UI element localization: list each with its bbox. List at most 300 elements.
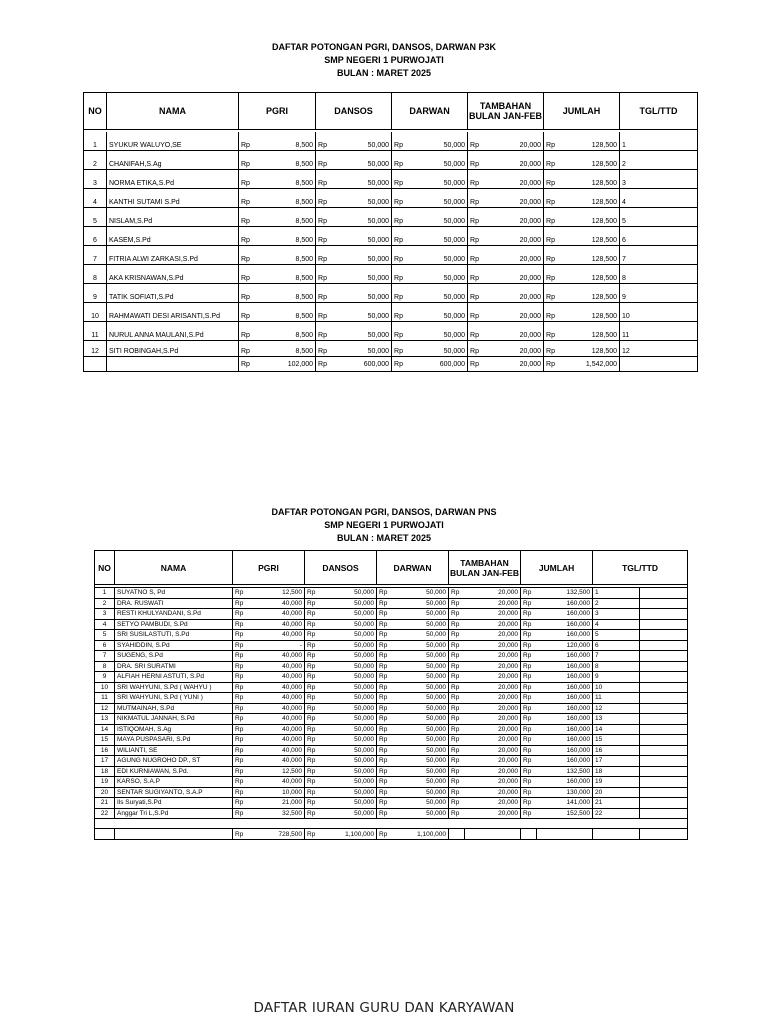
total-tambahan: 20,000	[488, 357, 544, 372]
row-tambahan-currency: Rp	[449, 598, 465, 609]
row-jumlah: 128,500	[564, 284, 620, 303]
row-darwan: 50,000	[393, 651, 449, 662]
row-dansos: 50,000	[321, 609, 377, 620]
row-dansos-currency: Rp	[316, 265, 336, 284]
table-row	[84, 170, 698, 189]
row-dansos: 50,000	[336, 341, 392, 357]
col-header-dansos: DANSOS	[305, 551, 377, 585]
row-no: 9	[95, 672, 115, 683]
row-darwan-currency: Rp	[377, 588, 393, 599]
row-jumlah-currency: Rp	[544, 189, 564, 208]
row-pgri-currency: Rp	[233, 630, 249, 641]
row-dansos: 50,000	[321, 682, 377, 693]
col-header-dansos: DANSOS	[316, 93, 392, 130]
row-tambahan: 20,000	[465, 745, 521, 756]
row-dansos-currency: Rp	[305, 598, 321, 609]
row-darwan: 50,000	[412, 132, 468, 151]
row-pgri: 8,500	[260, 265, 316, 284]
row-darwan: 50,000	[412, 341, 468, 357]
row-pgri: 8,500	[260, 227, 316, 246]
row-jumlah: 160,000	[537, 745, 593, 756]
row-tgl: 14	[593, 724, 640, 735]
row-pgri-currency: Rp	[233, 756, 249, 767]
total-dansos-currency: Rp	[305, 829, 321, 840]
row-pgri-currency: Rp	[233, 693, 249, 704]
row-ttd	[640, 598, 688, 609]
row-pgri-currency: Rp	[239, 341, 260, 357]
table-row	[84, 227, 698, 246]
col-header-tgl: TGL/TTD	[593, 551, 688, 585]
col-header-tambahan-line1: TAMBAHAN	[479, 101, 532, 111]
row-darwan: 50,000	[393, 703, 449, 714]
row-tgl: 5	[620, 208, 698, 227]
row-jumlah: 130,000	[537, 787, 593, 798]
table-row	[84, 151, 698, 170]
row-dansos: 50,000	[321, 787, 377, 798]
row-no: 2	[84, 151, 107, 170]
row-pgri: 8,500	[260, 284, 316, 303]
row-tambahan: 20,000	[488, 265, 544, 284]
row-no: 11	[84, 322, 107, 341]
row-pgri: 8,500	[260, 246, 316, 265]
row-no: 14	[95, 724, 115, 735]
row-tgl: 21	[593, 798, 640, 809]
row-jumlah: 132,500	[537, 766, 593, 777]
row-dansos: 50,000	[321, 735, 377, 746]
row-no: 22	[95, 808, 115, 819]
row-tambahan-currency: Rp	[449, 777, 465, 788]
row-dansos-currency: Rp	[316, 303, 336, 322]
row-jumlah: 128,500	[564, 227, 620, 246]
total-jumlah-cell	[521, 829, 537, 840]
row-dansos-currency: Rp	[305, 672, 321, 683]
total-darwan: 1,100,000	[393, 829, 449, 840]
total-darwan-currency: Rp	[392, 357, 412, 372]
row-darwan: 50,000	[393, 808, 449, 819]
row-tgl: 11	[620, 322, 698, 341]
total-jumlah-value-cell	[537, 829, 593, 840]
total-ttd-cell	[640, 829, 688, 840]
total-tgl-cell	[593, 829, 640, 840]
row-jumlah: 141,000	[537, 798, 593, 809]
row-jumlah: 160,000	[537, 777, 593, 788]
row-tgl: 6	[593, 640, 640, 651]
row-pgri-currency: Rp	[239, 265, 260, 284]
row-jumlah: 160,000	[537, 651, 593, 662]
row-nama: NORMA ETIKA,S.Pd	[107, 170, 239, 189]
section1-title-line: SMP NEGERI 1 PURWOJATI	[324, 55, 444, 65]
row-pgri-currency: Rp	[233, 808, 249, 819]
row-tambahan-currency: Rp	[468, 284, 488, 303]
row-tgl: 3	[620, 170, 698, 189]
row-nama: SUGENG, S.Pd	[115, 651, 233, 662]
row-nama: Ils Suryati,S.Pd	[115, 798, 233, 809]
row-tgl: 2	[620, 151, 698, 170]
row-dansos: 50,000	[321, 630, 377, 641]
row-tgl: 17	[593, 756, 640, 767]
table-row	[95, 619, 688, 630]
p3k-table-body	[84, 132, 698, 357]
row-tambahan: 20,000	[488, 303, 544, 322]
row-nama: NISLAM,S.Pd	[107, 208, 239, 227]
row-dansos-currency: Rp	[305, 777, 321, 788]
table-row	[84, 265, 698, 284]
row-tambahan: 20,000	[465, 672, 521, 683]
row-dansos: 50,000	[321, 724, 377, 735]
row-pgri: 8,500	[260, 170, 316, 189]
row-nama: NURUL ANNA MAULANI,S.Pd	[107, 322, 239, 341]
row-jumlah: 128,500	[564, 208, 620, 227]
row-darwan: 50,000	[393, 798, 449, 809]
row-dansos: 50,000	[321, 661, 377, 672]
row-tambahan-currency: Rp	[468, 208, 488, 227]
row-nama: SRI WAHYUNI, S.Pd ( WAHYU )	[115, 682, 233, 693]
row-nama: ALFIAH HERNI ASTUTI, S.Pd	[115, 672, 233, 683]
row-jumlah: 128,500	[564, 246, 620, 265]
table-row	[95, 630, 688, 641]
row-no: 17	[95, 756, 115, 767]
row-tambahan-currency: Rp	[449, 798, 465, 809]
col-header-nama: NAMA	[107, 93, 239, 130]
row-tambahan-currency: Rp	[449, 619, 465, 630]
row-dansos-currency: Rp	[305, 630, 321, 641]
row-tambahan: 20,000	[465, 724, 521, 735]
row-ttd	[640, 640, 688, 651]
row-tambahan-currency: Rp	[449, 651, 465, 662]
row-jumlah: 160,000	[537, 630, 593, 641]
row-dansos: 50,000	[321, 756, 377, 767]
row-darwan-currency: Rp	[392, 303, 412, 322]
row-dansos: 50,000	[336, 170, 392, 189]
row-pgri: 8,500	[260, 322, 316, 341]
row-ttd	[640, 735, 688, 746]
row-nama: EDI KURNIAWAN, S.Pd.	[115, 766, 233, 777]
table-row	[95, 798, 688, 809]
row-no: 7	[95, 651, 115, 662]
table-row	[84, 341, 698, 357]
row-no: 6	[95, 640, 115, 651]
row-pgri-currency: Rp	[233, 651, 249, 662]
row-dansos-currency: Rp	[305, 693, 321, 704]
row-dansos-currency: Rp	[305, 735, 321, 746]
row-dansos: 50,000	[336, 284, 392, 303]
row-pgri-currency: Rp	[233, 766, 249, 777]
row-nama: RAHMAWATI DESI ARISANTI,S.Pd	[107, 303, 239, 322]
row-darwan: 50,000	[412, 246, 468, 265]
row-pgri-currency: Rp	[233, 787, 249, 798]
col-header-tambahan-line2: BULAN JAN-FEB	[450, 567, 519, 578]
table-row	[95, 766, 688, 777]
col-header-no: NO	[95, 551, 115, 585]
row-dansos: 50,000	[321, 714, 377, 725]
row-jumlah-currency: Rp	[544, 170, 564, 189]
row-darwan: 50,000	[393, 724, 449, 735]
total-no-cell	[84, 357, 107, 372]
row-darwan-currency: Rp	[392, 227, 412, 246]
row-darwan: 50,000	[412, 208, 468, 227]
row-tgl: 9	[620, 284, 698, 303]
row-dansos-currency: Rp	[316, 227, 336, 246]
table-row	[95, 787, 688, 798]
row-pgri-currency: Rp	[239, 170, 260, 189]
row-pgri: 40,000	[249, 724, 305, 735]
table-row	[95, 651, 688, 662]
row-pgri-currency: Rp	[239, 227, 260, 246]
table-row	[84, 303, 698, 322]
row-darwan: 50,000	[412, 284, 468, 303]
row-tgl: 20	[593, 787, 640, 798]
total-tambahan-value-cell	[465, 829, 521, 840]
row-pgri: 40,000	[249, 693, 305, 704]
row-tambahan-currency: Rp	[449, 609, 465, 620]
row-darwan: 50,000	[393, 630, 449, 641]
row-tambahan: 20,000	[465, 619, 521, 630]
section2-title-line: BULAN : MARET 2025	[336, 533, 431, 543]
row-jumlah-currency: Rp	[521, 703, 537, 714]
row-jumlah-currency: Rp	[521, 745, 537, 756]
row-pgri-currency: Rp	[239, 151, 260, 170]
row-tambahan: 20,000	[465, 651, 521, 662]
row-nama: SYUKUR WALUYO,SE	[107, 132, 239, 151]
total-tambahan-currency: Rp	[468, 357, 488, 372]
row-jumlah-currency: Rp	[521, 756, 537, 767]
row-pgri-currency: Rp	[233, 714, 249, 725]
col-header-tgl: TGL/TTD	[620, 93, 698, 130]
row-jumlah-currency: Rp	[544, 208, 564, 227]
section1-title-line: DAFTAR POTONGAN PGRI, DANSOS, DARWAN P3K	[271, 42, 496, 52]
row-darwan-currency: Rp	[392, 284, 412, 303]
row-darwan: 50,000	[412, 170, 468, 189]
row-pgri: 8,500	[260, 132, 316, 151]
row-no: 12	[84, 341, 107, 357]
row-nama: KARSO, S.A.P	[115, 777, 233, 788]
row-tambahan-currency: Rp	[468, 303, 488, 322]
row-pgri: 12,500	[249, 588, 305, 599]
row-tgl: 3	[593, 609, 640, 620]
row-tambahan: 20,000	[465, 777, 521, 788]
row-pgri-currency: Rp	[233, 682, 249, 693]
row-tambahan: 20,000	[488, 151, 544, 170]
row-jumlah: 132,500	[537, 588, 593, 599]
row-tambahan: 20,000	[465, 598, 521, 609]
row-pgri-currency: Rp	[233, 588, 249, 599]
row-darwan: 50,000	[393, 588, 449, 599]
row-darwan-currency: Rp	[392, 151, 412, 170]
row-jumlah: 160,000	[537, 756, 593, 767]
row-jumlah: 160,000	[537, 703, 593, 714]
row-tambahan: 20,000	[465, 714, 521, 725]
row-no: 7	[84, 246, 107, 265]
row-tambahan: 20,000	[465, 640, 521, 651]
row-pgri: 40,000	[249, 682, 305, 693]
row-dansos: 50,000	[336, 227, 392, 246]
table-row	[95, 777, 688, 788]
row-jumlah-currency: Rp	[521, 766, 537, 777]
section1-title	[0, 41, 768, 80]
row-jumlah-currency: Rp	[521, 724, 537, 735]
row-tambahan-currency: Rp	[449, 661, 465, 672]
row-pgri-currency: Rp	[239, 189, 260, 208]
row-nama: SETYO PAMBUDI, S.Pd	[115, 619, 233, 630]
p3k-totals-row	[84, 357, 698, 372]
col-header-tambahan	[449, 551, 521, 585]
row-jumlah: 160,000	[537, 714, 593, 725]
row-dansos-currency: Rp	[305, 609, 321, 620]
row-darwan-currency: Rp	[392, 265, 412, 284]
row-pgri: 40,000	[249, 777, 305, 788]
row-dansos: 50,000	[321, 777, 377, 788]
row-jumlah-currency: Rp	[521, 619, 537, 630]
table-row	[95, 756, 688, 767]
row-no: 4	[84, 189, 107, 208]
row-tgl: 8	[593, 661, 640, 672]
row-no: 2	[95, 598, 115, 609]
row-dansos: 50,000	[336, 208, 392, 227]
row-nama: SENTAR SUGIYANTO, S.A.P	[115, 787, 233, 798]
row-nama: KANTHI SUTAMI S.Pd	[107, 189, 239, 208]
row-darwan: 50,000	[393, 682, 449, 693]
row-darwan-currency: Rp	[377, 714, 393, 725]
row-jumlah-currency: Rp	[544, 132, 564, 151]
row-nama: KASEM,S.Pd	[107, 227, 239, 246]
total-tambahan-cell	[449, 829, 465, 840]
row-jumlah-currency: Rp	[521, 661, 537, 672]
row-pgri: 40,000	[249, 630, 305, 641]
row-jumlah-currency: Rp	[521, 651, 537, 662]
table-row	[95, 661, 688, 672]
row-nama: SRI SUSILASTUTI, S.Pd	[115, 630, 233, 641]
row-tgl: 10	[620, 303, 698, 322]
row-jumlah: 160,000	[537, 619, 593, 630]
row-tambahan-currency: Rp	[468, 322, 488, 341]
row-jumlah-currency: Rp	[521, 777, 537, 788]
row-pgri: 8,500	[260, 303, 316, 322]
row-nama: MAYA PUSPASARI, S.Pd	[115, 735, 233, 746]
row-pgri: 40,000	[249, 703, 305, 714]
row-darwan: 50,000	[393, 714, 449, 725]
row-tambahan: 20,000	[465, 756, 521, 767]
row-darwan-currency: Rp	[377, 651, 393, 662]
row-dansos-currency: Rp	[316, 151, 336, 170]
row-jumlah: 128,500	[564, 189, 620, 208]
row-dansos-currency: Rp	[305, 808, 321, 819]
row-pgri-currency: Rp	[233, 777, 249, 788]
table-row	[95, 693, 688, 704]
row-nama: AKA KRISNAWAN,S.Pd	[107, 265, 239, 284]
row-ttd	[640, 651, 688, 662]
row-tgl: 15	[593, 735, 640, 746]
row-dansos: 50,000	[336, 303, 392, 322]
row-tambahan-currency: Rp	[449, 703, 465, 714]
row-jumlah-currency: Rp	[521, 808, 537, 819]
row-pgri: 40,000	[249, 672, 305, 683]
row-dansos-currency: Rp	[316, 189, 336, 208]
row-tambahan-currency: Rp	[449, 588, 465, 599]
row-ttd	[640, 693, 688, 704]
row-pgri-currency: Rp	[239, 322, 260, 341]
row-no: 1	[95, 588, 115, 599]
row-dansos: 50,000	[336, 322, 392, 341]
row-tgl: 1	[593, 588, 640, 599]
row-pgri-currency: Rp	[233, 598, 249, 609]
row-pgri: 40,000	[249, 619, 305, 630]
footer-title: DAFTAR IURAN GURU DAN KARYAWAN	[253, 1000, 515, 1016]
row-jumlah-currency: Rp	[544, 322, 564, 341]
row-pgri-currency: Rp	[233, 798, 249, 809]
row-tgl: 4	[620, 189, 698, 208]
row-no: 3	[95, 609, 115, 620]
row-tambahan: 20,000	[465, 787, 521, 798]
row-jumlah: 160,000	[537, 672, 593, 683]
row-tambahan-currency: Rp	[449, 745, 465, 756]
table-row	[84, 322, 698, 341]
table-row	[95, 714, 688, 725]
row-dansos-currency: Rp	[305, 619, 321, 630]
row-ttd	[640, 588, 688, 599]
table-row	[84, 284, 698, 303]
row-tambahan: 20,000	[465, 630, 521, 641]
row-pgri: 40,000	[249, 609, 305, 620]
col-header-tambahan-line2: BULAN JAN-FEB	[469, 111, 543, 121]
row-tgl: 11	[593, 693, 640, 704]
row-darwan: 50,000	[412, 227, 468, 246]
row-pgri-currency: Rp	[233, 619, 249, 630]
row-nama: SRI WAHYUNI, S.Pd ( YUNI )	[115, 693, 233, 704]
p3k-deduction-table	[83, 92, 698, 372]
row-jumlah-currency: Rp	[521, 714, 537, 725]
row-tambahan: 20,000	[465, 798, 521, 809]
row-jumlah: 128,500	[564, 303, 620, 322]
row-no: 6	[84, 227, 107, 246]
row-tambahan: 20,000	[465, 703, 521, 714]
pns-deduction-table	[94, 550, 688, 840]
row-darwan: 50,000	[393, 672, 449, 683]
row-darwan-currency: Rp	[392, 170, 412, 189]
row-jumlah-currency: Rp	[544, 227, 564, 246]
row-jumlah-currency: Rp	[521, 798, 537, 809]
row-nama: WILIANTI, SE	[115, 745, 233, 756]
row-darwan-currency: Rp	[377, 630, 393, 641]
total-label-cell	[115, 829, 233, 840]
row-ttd	[640, 724, 688, 735]
table-row	[95, 672, 688, 683]
row-no: 10	[95, 682, 115, 693]
col-header-pgri: PGRI	[239, 93, 316, 130]
total-pgri: 102,000	[260, 357, 316, 372]
row-jumlah: 128,500	[564, 322, 620, 341]
row-no: 21	[95, 798, 115, 809]
row-no: 9	[84, 284, 107, 303]
row-tambahan: 20,000	[465, 661, 521, 672]
row-no: 11	[95, 693, 115, 704]
row-tambahan-currency: Rp	[449, 672, 465, 683]
table-row	[95, 598, 688, 609]
table-row	[95, 724, 688, 735]
blank-cell	[95, 819, 688, 829]
row-tambahan: 20,000	[465, 588, 521, 599]
total-pgri-currency: Rp	[239, 357, 260, 372]
row-no: 8	[84, 265, 107, 284]
row-darwan: 50,000	[393, 787, 449, 798]
row-dansos-currency: Rp	[305, 756, 321, 767]
row-dansos-currency: Rp	[316, 208, 336, 227]
section2-title	[0, 506, 768, 545]
row-tambahan: 20,000	[488, 284, 544, 303]
table-row	[95, 735, 688, 746]
row-darwan-currency: Rp	[377, 661, 393, 672]
row-ttd	[640, 756, 688, 767]
row-no: 3	[84, 170, 107, 189]
